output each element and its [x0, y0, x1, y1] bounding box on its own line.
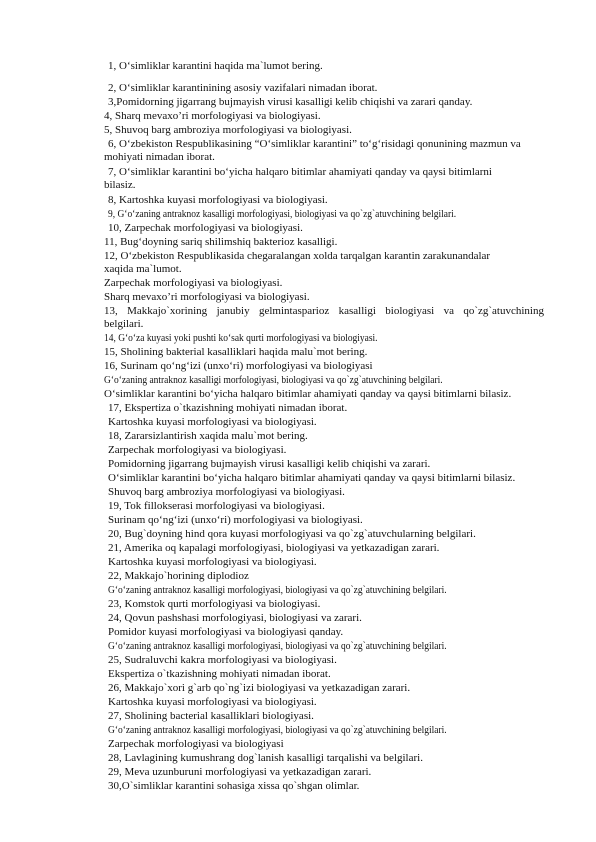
list-item: 4, Sharq mevaxo’ri morfologiyasi va biologiyasi.	[104, 110, 321, 122]
list-item: O‘simliklar karantini bo‘yicha halqaro bitimlar ahamiyati qanday va qaysi bitimlarni bilasiz.	[108, 472, 516, 484]
list-item: 12, O‘zbekiston Respublikasida chegaralangan xolda tarqalgan karantin zarakunandalar	[104, 250, 491, 262]
list-item: 22, Makkajo`horining diplodioz	[108, 570, 249, 582]
list-item: 1, O‘simliklar karantini haqida ma`lumot bering.	[108, 60, 323, 72]
list-item: 11, Bug‘doyning sariq shilimshiq bakterioz kasalligi.	[104, 236, 338, 248]
list-item	[104, 374, 498, 387]
list-item	[108, 724, 502, 737]
list-item: Kartoshka kuyasi morfologiyasi va biologiyasi.	[108, 556, 317, 568]
list-item: Zarpechak morfologiyasi va biologiyasi.	[104, 277, 283, 289]
list-item: 18, Zararsizlantirish xaqida malu`mot bering.	[108, 430, 308, 442]
list-item: Kartoshka kuyasi morfologiyasi va biologiyasi.	[108, 696, 317, 708]
list-item: 17, Ekspertiza o`tkazishning mohiyati nimadan iborat.	[108, 402, 348, 414]
list-item: 10, Zarpechak morfologiyasi va biologiyasi.	[108, 222, 303, 234]
list-item	[108, 208, 513, 221]
list-item: bilasiz.	[104, 179, 136, 191]
list-item: 6, O‘zbekiston Respublikasining “O‘simliklar karantini” to‘g‘risidagi qonunining mazmun va	[108, 138, 521, 150]
list-item: 25, Sudraluvchi kakra morfologiyasi va biologiyasi.	[108, 654, 337, 666]
list-item: Kartoshka kuyasi morfologiyasi va biologiyasi.	[108, 416, 317, 428]
list-item-text: G‘o‘zaning antraknoz kasalligi morfologiyasi, biologiyasi va qo`zg`atuvchining belgilari.	[108, 640, 447, 652]
list-item: Zarpechak morfologiyasi va biologiyasi	[108, 738, 284, 750]
list-item: 29, Meva uzunburuni morfologiyasi va yetkazadigan zarari.	[108, 766, 372, 778]
list-item: 21, Amerika oq kapalagi morfologiyasi, biologiyasi va yetkazadigan zarari.	[108, 542, 440, 554]
list-item: 8, Kartoshka kuyasi morfologiyasi va biologiyasi.	[108, 194, 328, 206]
list-item: 20, Bug`doyning hind qora kuyasi morfologiyasi va qo`zg`atuvchularning belgilari.	[108, 528, 476, 540]
list-item: Shuvoq barg ambroziya morfologiyasi va biologiyasi.	[108, 486, 345, 498]
list-item: Ekspertiza o`tkazishning mohiyati nimadan iborat.	[108, 668, 331, 680]
list-item	[108, 640, 502, 653]
list-item-text: 14, G‘o‘za kuyasi yoki pushti ko‘sak qurti morfologiyasi va biologiyasi.	[104, 332, 378, 344]
list-item-text: G‘o‘zaning antraknoz kasalligi morfologiyasi, biologiyasi va qo`zg`atuvchining belgilari.	[108, 724, 447, 736]
list-item: Sharq mevaxo’ri morfologiyasi va biologiyasi.	[104, 291, 310, 303]
list-item: 27, Sholining bacterial kasalliklari biologiyasi.	[108, 710, 314, 722]
list-item: 23, Komstok qurti morfologiyasi va biologiyasi.	[108, 598, 321, 610]
list-item: 19, Tok fillokserasi morfologiyasi va biologiyasi.	[108, 500, 325, 512]
list-item-text: G‘o‘zaning antraknoz kasalligi morfologiyasi, biologiyasi va qo`zg`atuvchining belgilari.	[104, 374, 443, 386]
list-item-text: G‘o‘zaning antraknoz kasalligi morfologiyasi, biologiyasi va qo`zg`atuvchining belgilari.	[108, 584, 447, 596]
list-item: 26, Makkajo`xori g`arb qo`ng`izi biologiyasi va yetkazadigan zarari.	[108, 682, 411, 694]
list-item: 24, Qovun pashshasi morfologiyasi, biologiyasi va zarari.	[108, 612, 362, 624]
list-item: 5, Shuvoq barg ambroziya morfologiyasi va biologiyasi.	[104, 124, 352, 136]
list-item: 2, O‘simliklar karantinining asosiy vazifalari nimadan iborat.	[108, 82, 378, 94]
list-item: xaqida ma`lumot.	[104, 263, 182, 275]
list-item: 16, Surinam qo‘ng‘izi (unxo‘ri) morfologiyasi va biologiyasi	[104, 360, 373, 372]
list-item	[108, 584, 502, 597]
list-item: Zarpechak morfologiyasi va biologiyasi.	[108, 444, 287, 456]
list-item: 3,Pomidorning jigarrang bujmayish virusi kasalligi kelib chiqishi va zarari qanday.	[108, 96, 473, 108]
list-item: 28, Lavlagining kumushrang dog`lanish kasalligi tarqalishi va belgilari.	[108, 752, 423, 764]
list-item-text: 9, G‘o‘zaning antraknoz kasalligi morfologiyasi, biologiyasi va qo`zg`atuvchining belgilari.	[108, 208, 457, 220]
list-item: Pomidorning jigarrang bujmayish virusi kasalligi kelib chiqishi va zarari.	[108, 458, 431, 470]
list-item: Pomidor kuyasi morfologiyasi va biologiyasi qanday.	[108, 626, 344, 638]
list-item: 15, Sholining bakterial kasalliklari haqida malu`mot bering.	[104, 346, 368, 358]
list-item: Surinam qo‘ng‘izi (unxo‘ri) morfologiyasi va biologiyasi.	[108, 514, 363, 526]
list-item: O‘simliklar karantini bo‘yicha halqaro bitimlar ahamiyati qanday va qaysi bitimlarni bilasiz.	[104, 388, 512, 400]
list-item: 7, O‘simliklar karantini bo‘yicha halqaro bitimlar ahamiyati qanday va qaysi bitimlarni	[108, 166, 492, 178]
list-item: mohiyati nimadan iborat.	[104, 151, 215, 163]
list-item	[104, 332, 422, 345]
list-item: 30,O`simliklar karantini sohasiga xissa qo`shgan olimlar.	[108, 780, 360, 792]
list-item: belgilari.	[104, 318, 144, 330]
list-item: 13, Makkajo`xorining janubiy gelmintasparioz kasalligi biologiyasi va qo`zg`atuvchining	[104, 305, 544, 317]
